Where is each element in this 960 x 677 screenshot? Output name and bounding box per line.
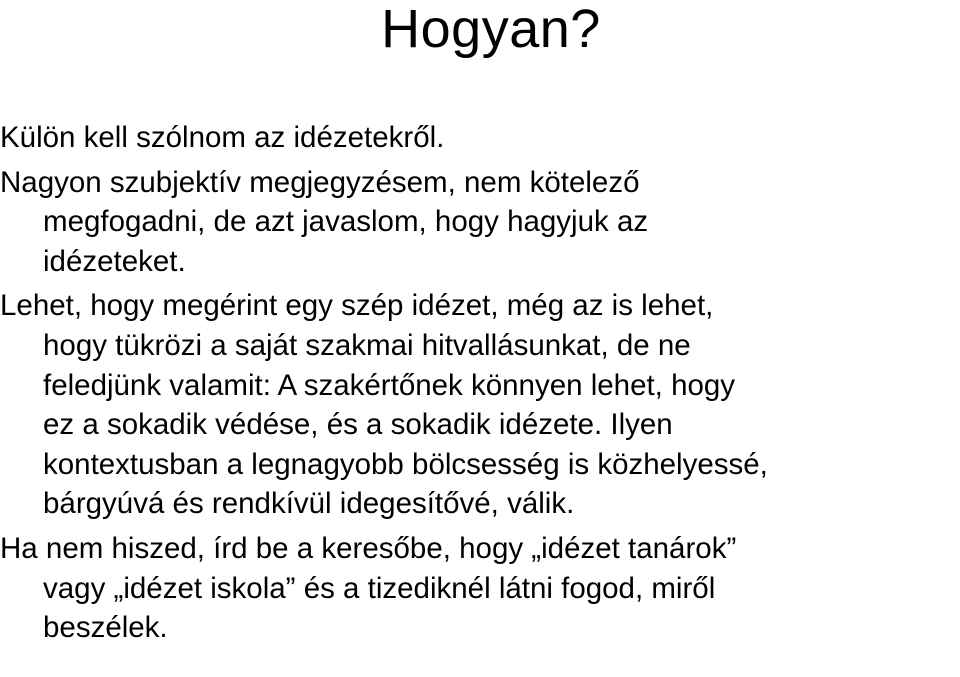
paragraph-quotes-intro [0, 118, 960, 158]
text-line: bárgyúvá és rendkívül idegesítővé, válik. [43, 487, 575, 521]
slide-body [0, 118, 960, 648]
text-line: Lehet, hogy megérint egy szép idézet, még az is lehet, [0, 289, 714, 323]
text-line: kontextusban a legnagyobb bölcsesség is közhelyessé, [43, 447, 768, 481]
paragraph-explanation [0, 286, 960, 524]
text-line: beszélek. [43, 611, 168, 645]
text-line: Külön kell szólnom az idézetekről. [0, 121, 445, 154]
text-line: ez a sokadik védése, és a sokadik idézete. Ilyen [43, 408, 673, 442]
text-line: hogy tükrözi a saját szakmai hitvallásunkat, de ne [43, 328, 691, 362]
text-line: idézeteket. [43, 244, 186, 278]
paragraph-search-tip [0, 529, 960, 648]
slide-title: Hogyan? [381, 0, 601, 59]
text-line: vagy „idézet iskola” és a tizediknél látni fogod, miről [43, 571, 716, 605]
text-line: Nagyon szubjektív megjegyzésem, nem kötelező [0, 165, 640, 199]
paragraph-recommendation [0, 163, 960, 282]
text-line: Ha nem hiszed, írd be a keresőbe, hogy „idézet tanárok” [0, 531, 737, 565]
text-line: megfogadni, de azt javaslom, hogy hagyjuk az [43, 205, 649, 239]
text-line: feledjünk valamit: A szakértőnek könnyen lehet, hogy [43, 368, 736, 402]
